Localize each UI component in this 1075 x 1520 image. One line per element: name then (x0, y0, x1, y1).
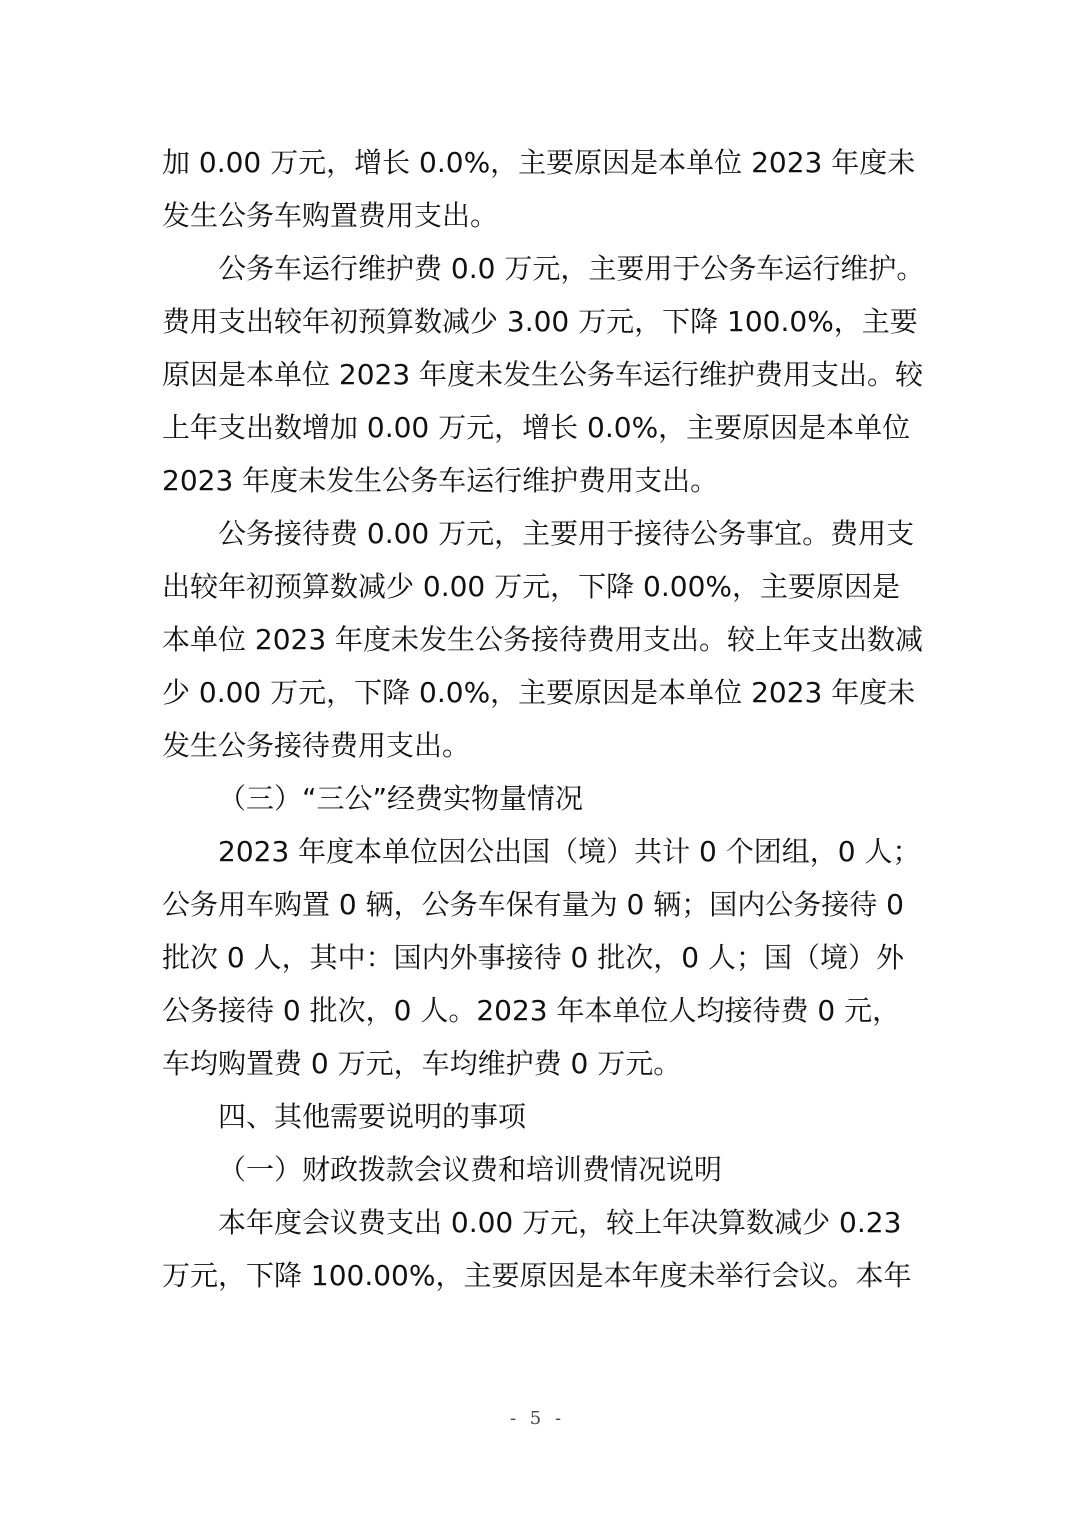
text-line-12: 发生公务接待费用支出。 (162, 729, 471, 762)
text-line-11: 少 0.00 万元，下降 0.0%，主要原因是本单位 2023 年度未 (162, 676, 916, 709)
text-line-7: 2023 年度未发生公务车运行维护费用支出。 (162, 464, 719, 497)
text-line-4: 费用支出较年初预算数减少 3.00 万元，下降 100.0%，主要 (162, 305, 918, 338)
text-line-10: 本单位 2023 年度未发生公务接待费用支出。较上年支出数减 (162, 623, 924, 656)
text-line-15: 公务用车购置 0 辆，公务车保有量为 0 辆；国内公务接待 0 (162, 888, 904, 921)
text-line-8: 公务接待费 0.00 万元，主要用于接待公务事宜。费用支 (218, 517, 915, 550)
page-number: - 5 - (509, 1408, 566, 1429)
section-heading-4: 四、其他需要说明的事项 (218, 1100, 527, 1133)
section-heading-4-1: （一）财政拨款会议费和培训费情况说明 (218, 1153, 723, 1186)
text-line-5: 原因是本单位 2023 年度未发生公务车运行维护费用支出。较 (162, 358, 924, 391)
text-line-9: 出较年初预算数减少 0.00 万元，下降 0.00%，主要原因是 (162, 570, 900, 603)
text-line-21: 本年度会议费支出 0.00 万元，较上年决算数减少 0.23 (218, 1206, 902, 1239)
text-line-22: 万元，下降 100.00%，主要原因是本年度未举行会议。本年 (162, 1259, 912, 1292)
text-line-14: 2023 年度本单位因公出国（境）共计 0 个团组，0 人； (218, 835, 921, 868)
text-line-17: 公务接待 0 批次，0 人。2023 年本单位人均接待费 0 元， (162, 994, 901, 1027)
text-line-3: 公务车运行维护费 0.0 万元，主要用于公务车运行维护。 (218, 252, 925, 285)
text-line-2: 发生公务车购置费用支出。 (162, 199, 499, 232)
text-line-1: 加 0.00 万元，增长 0.0%，主要原因是本单位 2023 年度未 (162, 146, 916, 179)
section-heading-3: （三）“三公”经费实物量情况 (218, 782, 584, 815)
text-line-16: 批次 0 人，其中：国内外事接待 0 批次，0 人；国（境）外 (162, 941, 904, 974)
text-line-18: 车均购置费 0 万元，车均维护费 0 万元。 (162, 1047, 682, 1080)
text-line-6: 上年支出数增加 0.00 万元，增长 0.0%，主要原因是本单位 (162, 411, 911, 444)
